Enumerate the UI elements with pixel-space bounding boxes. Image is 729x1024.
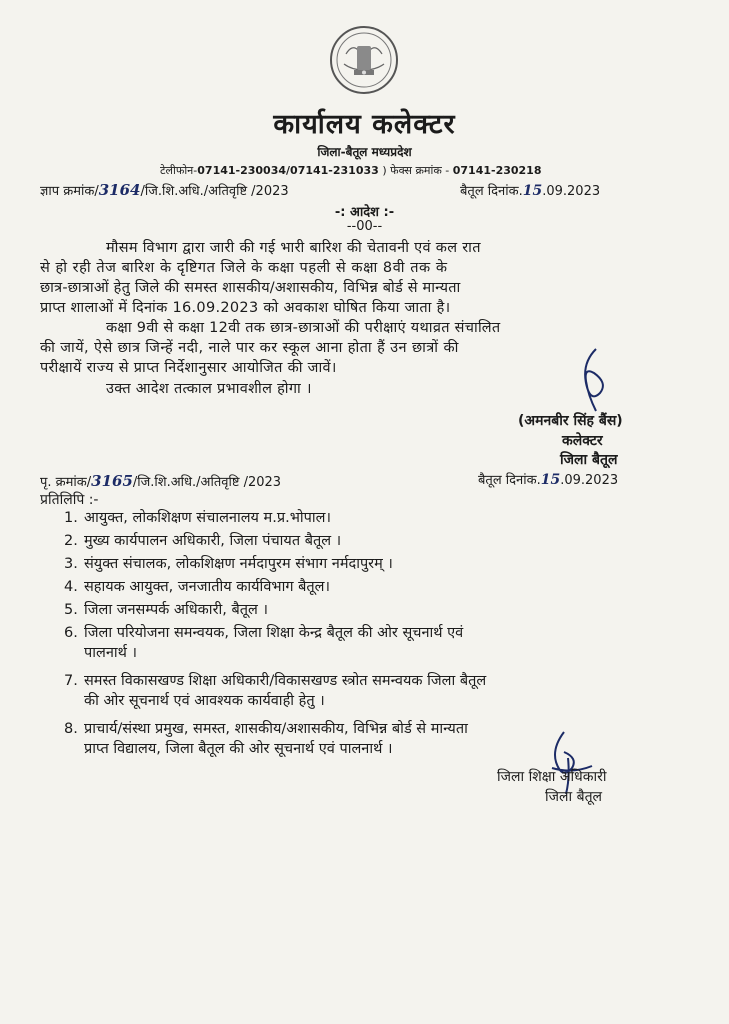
list-item (50, 600, 710, 620)
officer-district: जिला बैतूल (545, 789, 603, 805)
copy-reference (40, 472, 281, 490)
officer-title: जिला शिक्षा अधिकारी (497, 769, 607, 785)
list-item (50, 577, 710, 597)
national-emblem-icon (328, 24, 400, 96)
para1-line: से हो रही तेज बारिश के दृष्टिगत जिले के कक्षा पहली से कक्षा 8वी तक के (40, 260, 448, 276)
contact-line (160, 163, 542, 178)
copy-date (478, 470, 618, 488)
order-date-rest: .09.2023 (542, 184, 601, 199)
list-item-text: मुख्य कार्यपालन अधिकारी, जिला पंचायत बैतूल । (84, 533, 342, 549)
list-item-text: जिला जनसम्पर्क अधिकारी, बैतूल । (84, 602, 268, 618)
copy-ref-label: पृ. क्रमांक/ (40, 475, 92, 490)
signatory-district: जिला बैतूल (560, 452, 618, 468)
order-ref-label: ज्ञाप क्रमांक/ (40, 184, 99, 199)
district-line: जिला-बैतूल मध्यप्रदेश (317, 145, 412, 159)
signatory-name: (अमनबीर सिंह बैंस) (518, 413, 623, 429)
order-divider: --00-- (346, 219, 383, 234)
order-heading: -: आदेश :- (334, 205, 395, 220)
order-date (460, 181, 600, 199)
order-ref-number: 3164 (98, 181, 141, 199)
list-item-number: 5. (64, 602, 78, 618)
fax-number: 07141-230218 (452, 164, 542, 177)
copy-list (50, 508, 710, 759)
copy-place-date-label: बैतूल दिनांक. (478, 473, 541, 488)
list-item-text: आयुक्त, लोकशिक्षण संचालनालय म.प्र.भोपाल। (84, 510, 331, 526)
list-item (50, 531, 710, 551)
copy-ref-suffix: /जि.शि.अधि./अतिवृष्टि /2023 (132, 475, 282, 490)
list-item-text: प्राचार्य/संस्था प्रमुख, समस्त, शासकीय/अशासकीय, विभिन्न बोर्ड से मान्यता (84, 721, 468, 737)
list-item-number: 7. (64, 673, 78, 689)
para3-line: उक्त आदेश तत्काल प्रभावशील होगा । (106, 381, 312, 397)
copy-date-rest: .09.2023 (560, 473, 619, 488)
telephone-label: टेलीफोन- (160, 164, 198, 177)
para2-line: की जायें, ऐसे छात्र जिन्हें नदी, नाले पार कर स्कूल आना होता हैं उन छात्रों की (40, 340, 459, 356)
order-reference (40, 181, 289, 199)
list-item (50, 508, 710, 528)
office-title: कार्यालय कलेक्टर (273, 109, 456, 140)
list-item-text: समस्त विकासखण्ड शिक्षा अधिकारी/विकासखण्ड स्त्रोत समन्वयक जिला बैतूल (84, 673, 487, 689)
list-item-number: 2. (64, 533, 78, 549)
para1-line: मौसम विभाग द्वारा जारी की गई भारी बारिश की चेतावनी एवं कल रात (106, 240, 481, 256)
para1-line: प्राप्त शालाओं में दिनांक 16.09.2023 को अवकाश घोषित किया जाता है। (40, 300, 451, 316)
list-item-number: 4. (64, 579, 78, 595)
list-item-text: प्राप्त विद्यालय, जिला बैतूल की ओर सूचनार्थ एवं पालनार्थ । (84, 741, 393, 757)
telephone-numbers: 07141-230034/07141-231033 (197, 164, 379, 177)
copy-heading: प्रतिलिपि :- (40, 492, 99, 508)
list-item-text: पालनार्थ । (84, 645, 137, 661)
list-item (50, 623, 710, 663)
list-item (50, 554, 710, 574)
order-date-day: 15 (522, 183, 543, 199)
list-item-number: 1. (64, 510, 78, 526)
signatory-title: कलेक्टर (562, 433, 603, 449)
list-item-text: संयुक्त संचालक, लोकशिक्षण नर्मदापुरम संभाग नर्मदापुरम् । (84, 556, 393, 572)
list-item-number: 6. (64, 625, 78, 641)
list-item (50, 719, 710, 759)
list-item-number: 3. (64, 556, 78, 572)
order-place-date-label: बैतूल दिनांक. (460, 184, 523, 199)
para2-line: परीक्षायें राज्य से प्राप्त निर्देशानुसार आयोजित की जावें। (40, 360, 337, 376)
list-item (50, 671, 710, 711)
para2-line: कक्षा 9वी से कक्षा 12वी तक छात्र-छात्राओं की परीक्षाएं यथाव्रत संचालित (106, 320, 501, 336)
copy-ref-number: 3165 (91, 472, 133, 490)
order-ref-suffix: /जि.शि.अधि./अतिवृष्टि /2023 (140, 184, 289, 199)
list-item-number: 8. (64, 721, 78, 737)
para1-line: छात्र-छात्राओं हेतु जिले की समस्त शासकीय/अशासकीय, विभिन्न बोर्ड से मान्यता (40, 280, 461, 296)
collector-signature (566, 345, 616, 415)
list-item-text: जिला परियोजना समन्वयक, जिला शिक्षा केन्द्र बैतूल की ओर सूचनार्थ एवं (84, 625, 464, 641)
list-item-text: सहायक आयुक्त, जनजातीय कार्यविभाग बैतूल। (84, 579, 330, 595)
list-item-text: की ओर सूचनार्थ एवं आवश्यक कार्यवाही हेतु । (84, 693, 325, 709)
fax-label: ) फेक्स क्रमांक - (382, 164, 450, 177)
copy-date-day: 15 (540, 472, 561, 488)
